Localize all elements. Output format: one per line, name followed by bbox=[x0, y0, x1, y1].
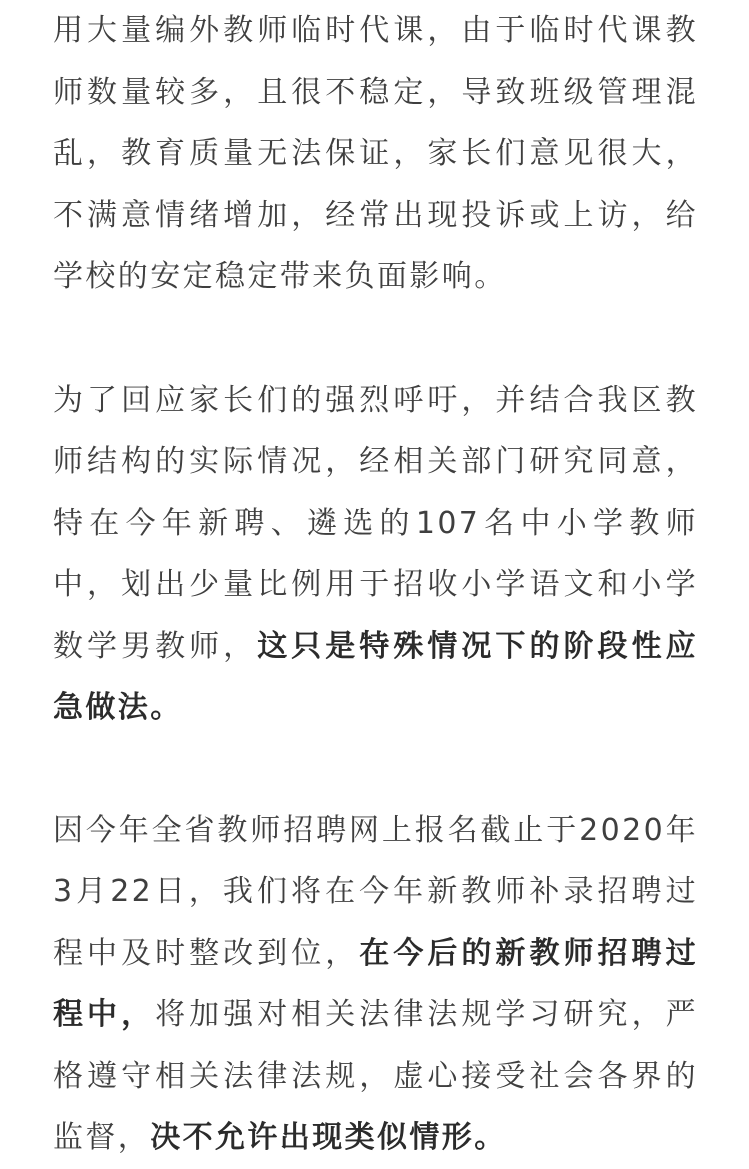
paragraph-3 bbox=[53, 800, 698, 1169]
paragraph-2-text: 为了回应家长们的强烈呼吁，并结合我区教师结构的实际情况，经相关部门研究同意，特在今年新聘、遴选的107名中小学教师中，划出少量比例用于招收小学语文和小学数学男教师， bbox=[53, 382, 698, 664]
paragraph-1-text: 用大量编外教师临时代课，由于临时代课教师数量较多，且很不稳定，导致班级管理混乱，教育质量无法保证，家长们意见很大，不满意情绪增加，经常出现投诉或上访，给学校的安定稳定带来负面影响。 bbox=[53, 13, 698, 294]
paragraph-1 bbox=[53, 0, 698, 308]
paragraph-2-bold-text: 这只是特殊情况下的阶段性应急做法。 bbox=[53, 628, 698, 725]
paragraph-2 bbox=[53, 370, 698, 739]
paragraph-3-bold-text-2: 决不允许出现类似情形。 bbox=[150, 1120, 507, 1155]
paragraph-3-bold-text-1: 在今后的新教师招聘过程中， bbox=[53, 935, 698, 1032]
paragraph-3-text-2: 将加强对相关法律法规学习研究，严格遵守相关法律法规，虚心接受社会各界的监督， bbox=[53, 997, 699, 1155]
paragraph-3-text-1: 因今年全省教师招聘网上报名截止于2020年3月22日，我们将在今年新教师补录招聘过程中及时整改到位， bbox=[53, 812, 698, 971]
